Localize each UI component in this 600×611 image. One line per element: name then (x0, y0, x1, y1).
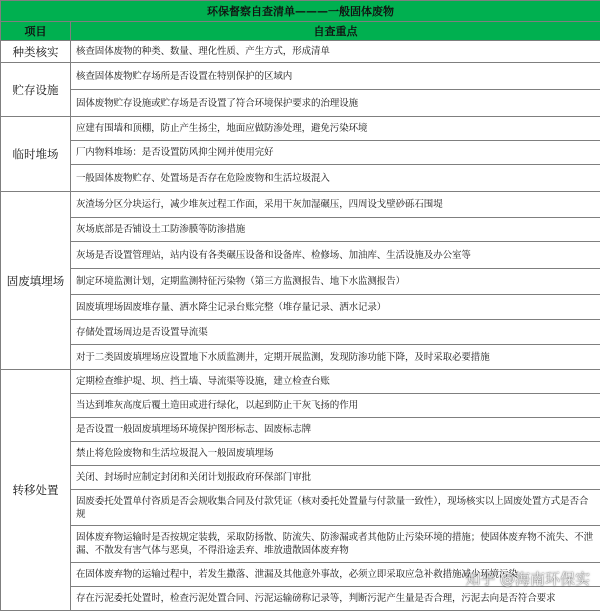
table-row (1, 41, 600, 63)
check-item-cell: 对于二类固废填埋场应设置地下水质监测井，定期开展监测，发现防渗功能下降，及时采取必要措施 (71, 345, 600, 370)
title-row (1, 1, 600, 22)
check-item-cell: 灰场底部是否铺设土工防渗膜等防渗措施 (71, 218, 600, 242)
check-item-cell: 固体废弃物运输时是否按规定装载，采取防扬散、防流失、防渗漏或者其他防止污染环境的措施；使固体废弃物不流失、不泄漏、不散发有害气体与恶臭，不得沿途丢弃、堆放遗散固体废弃物 (71, 526, 600, 563)
check-item-cell: 灰渣场分区分块运行，减少堆灰过程工作面，采用干灰加湿碾压，四周设戈壁砂砾石围堤 (71, 192, 600, 218)
check-item-cell: 核查固体废物贮存场所是否设置在特别保护的区域内 (71, 63, 600, 90)
check-item-cell: 固废委托处置单付咨质是否会规收集合同及付款凭证（核对委托处置量与付款量一致性），现场核实以上固废处置方式是否合规 (71, 490, 600, 526)
table-row (1, 466, 600, 490)
table-row (1, 526, 600, 563)
check-item-cell: 定期检查维护堤、坝、挡土墙、导流渠等设施，建立检查台账 (71, 370, 600, 394)
header-item: 项目 (1, 22, 71, 41)
table-row (1, 117, 600, 141)
check-item-cell: 固体废物贮存设施或贮存场是否设置了符合环境保护要求的治理设施 (71, 90, 600, 117)
check-item-cell: 应建有围墙和顶棚，防止产生扬尘，地面应做防渗处理，避免污染环境 (71, 117, 600, 141)
table-row (1, 490, 600, 526)
table-row (1, 90, 600, 117)
check-item-cell: 固废填埋场固废堆存量、洒水降尘记录台账完整（堆存量记录、洒水记录） (71, 295, 600, 320)
table-row (1, 63, 600, 90)
check-item-cell: 是否设置一般固废填埋场环境保护图形标志、固废标志牌 (71, 418, 600, 442)
category-cell: 贮存设施 (1, 63, 71, 117)
category-cell: 临时堆场 (1, 117, 71, 192)
check-item-cell: 禁止将危险废物和生活垃圾混入一般固废填埋场 (71, 442, 600, 466)
table-row (1, 394, 600, 418)
table-row (1, 295, 600, 320)
table-row (1, 269, 600, 295)
table-row (1, 345, 600, 370)
check-item-cell: 存在污泥委托处置时，检查污泥处置合同、污泥运输磅称记录等，判断污泥产生量是否合理，污泥去向是否符合要求 (71, 587, 600, 611)
table-row (1, 192, 600, 218)
header-row (1, 22, 600, 41)
table-row (1, 218, 600, 242)
check-item-cell: 当达到堆灰高度后覆土造田或进行绿化，以起到防止干灰飞扬的作用 (71, 394, 600, 418)
check-item-cell: 制定环境监测计划，定期监测特征污染物（第三方监测报告、地下水监测报告） (71, 269, 600, 295)
check-item-cell: 一般固体废物贮存、处置场是否存在危险废物和生活垃圾混入 (71, 165, 600, 192)
check-item-cell: 存储处置场周边是否设置导流渠 (71, 320, 600, 345)
category-cell: 固废填埋场 (1, 192, 71, 370)
table-row (1, 165, 600, 192)
table-row (1, 141, 600, 165)
check-item-cell: 灰场是否设置管理站，站内设有各类碾压设备和设备库、检修场、加油库、生活设施及办公室等 (71, 242, 600, 269)
table-row (1, 320, 600, 345)
header-focus: 自查重点 (71, 22, 600, 41)
table-row (1, 370, 600, 394)
table-title: 环保督察自查清单———一般固体废物 (1, 1, 600, 22)
check-item-cell: 在固体废弃物的运输过程中，若发生撒落、泄漏及其他意外事故，必须立即采取应急补救措施减少环境污染 (71, 563, 600, 587)
watermark: 知乎 @海南环保实 (465, 568, 590, 589)
table-row (1, 442, 600, 466)
check-item-cell: 关闭、封场时应制定封闭和关闭计划报政府环保部门审批 (71, 466, 600, 490)
check-item-cell: 核查固体废物的种类、数量、理化性质、产生方式，形成清单 (71, 41, 600, 63)
table-row (1, 418, 600, 442)
category-cell: 种类核实 (1, 41, 71, 63)
category-cell: 转移处置 (1, 370, 71, 611)
table-row (1, 242, 600, 269)
check-item-cell: 厂内物料堆场：是否设置防风抑尘网并使用完好 (71, 141, 600, 165)
